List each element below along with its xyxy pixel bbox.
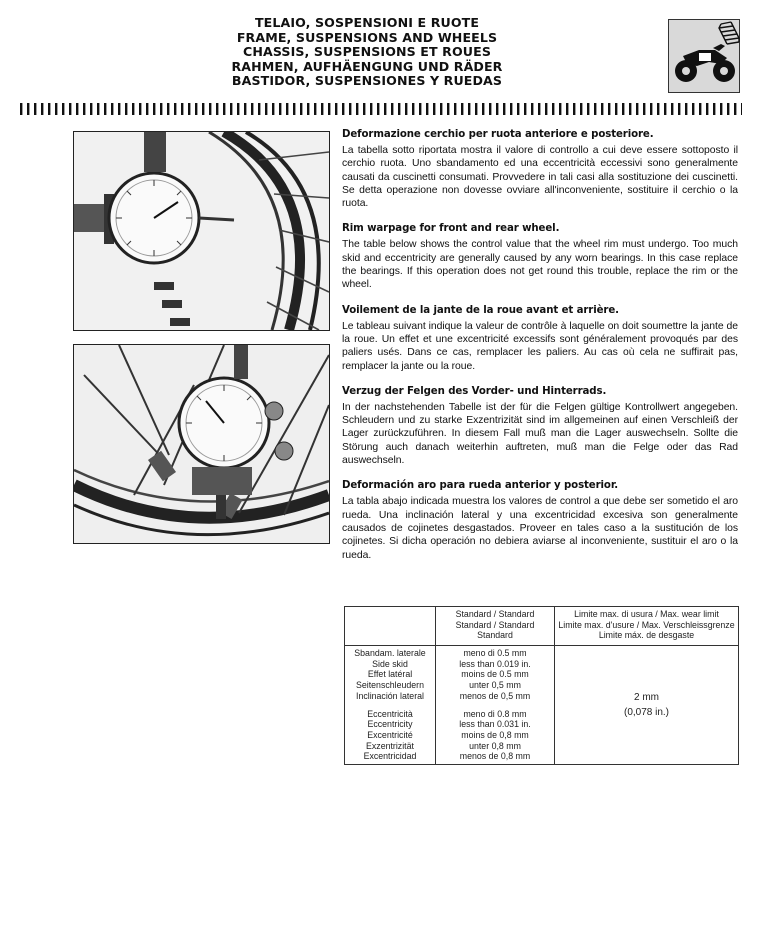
section-italian bbox=[342, 128, 738, 210]
label-line: Inclinación lateral bbox=[356, 690, 424, 701]
value-line: meno di 0.5 mm bbox=[463, 648, 527, 658]
label-line: Excentricidad bbox=[363, 751, 417, 762]
section-body: The table below shows the control value that the wheel rim must undergo. Too much skid and eccentricity are generally caused by any worn bearings. In this case replace the bearings. If this operation does not get round this trouble, replace the rim or the wheel. bbox=[342, 239, 738, 291]
section-heading: Deformazione cerchio per ruota anteriore e posteriore. bbox=[342, 129, 654, 140]
title-es: BASTIDOR, SUSPENSIONES Y RUEDAS bbox=[231, 73, 503, 89]
header-standard-line: Standard bbox=[477, 630, 513, 641]
value-line: less than 0.019 in. bbox=[459, 658, 531, 669]
section-english bbox=[342, 222, 738, 291]
label-line: Effet latéral bbox=[367, 669, 413, 680]
page-title bbox=[200, 16, 534, 89]
label-line: Exzentrizität bbox=[366, 740, 414, 751]
row-standard-values bbox=[436, 646, 555, 765]
motorcycle-spring-icon bbox=[669, 20, 741, 94]
value-line: unter 0,8 mm bbox=[469, 740, 521, 751]
label-line: Seitenschleudern bbox=[356, 680, 424, 691]
header-limit-line: Limite max. di usura / Max. wear limit bbox=[574, 609, 719, 619]
section-heading: Deformación aro para rueda anterior y posterior. bbox=[342, 480, 619, 492]
header-divider bbox=[20, 103, 742, 115]
limit-in: (0,078 in.) bbox=[623, 707, 670, 719]
value-line: unter 0,5 mm bbox=[469, 680, 521, 691]
label-line: Excentricité bbox=[367, 729, 413, 740]
value-line: less than 0.031 in. bbox=[459, 719, 531, 730]
title-fr: CHASSIS, SUSPENSIONS ET ROUES bbox=[242, 44, 491, 60]
table-row bbox=[345, 646, 739, 765]
rim-tolerance-table bbox=[344, 606, 739, 765]
text-column bbox=[342, 128, 738, 574]
photo-rim-warpage bbox=[73, 131, 330, 331]
section-body: La tabella sotto riportata mostra il valore di controllo a cui deve essere sottoposto il cerchio ruota. Uno sbandamento ed una eccentricità eccessivi sono generalmente causati da cuscinetti consumati. Provvedere in tali casi alla sostituzione dei cuscinetti. Se detta operazione non dovesse ovviare all'inconveniente, sostituire il cerchio o la ruota. bbox=[342, 145, 738, 210]
header-standard bbox=[436, 607, 555, 646]
header-limit-line: Limite max. d'usure / Max. Verschleissgrenze bbox=[558, 619, 735, 630]
table-corner-cell bbox=[345, 607, 436, 646]
value-line: menos de 0,5 mm bbox=[459, 690, 531, 701]
table-header-row bbox=[345, 607, 739, 646]
value-line: meno di 0.8 mm bbox=[463, 708, 527, 719]
value-line: moins de 0.5 mm bbox=[461, 669, 529, 680]
header-limit bbox=[555, 607, 739, 646]
section-body: La tabla abajo indicada muestra los valores de control a que debe ser sometido el aro rueda. Una inclinación lateral y una excentricidad excesiva son generalmente causados de cojinetes desgastados. Proveer en tales caso a la sustitución de los cojinetes. Si dicha operación no debiera aviarse al inconveniente, sustituir el aro o la rueda. bbox=[342, 496, 738, 561]
section-heading: Voilement de la jante de la roue avant et arrière. bbox=[342, 304, 619, 316]
label-line: Sbandam. laterale bbox=[354, 648, 426, 658]
title-de: RAHMEN, AUFHÄENGUNG UND RÄDER bbox=[231, 58, 503, 74]
photo-rim-eccentricity bbox=[73, 344, 330, 544]
section-heading: Rim warpage for front and rear wheel. bbox=[342, 223, 560, 235]
label-line: Side skid bbox=[372, 658, 408, 669]
title-it: TELAIO, SOSPENSIONI E RUOTE bbox=[254, 15, 480, 30]
label-line: Eccentricità bbox=[367, 708, 413, 719]
title-en: FRAME, SUSPENSIONS AND WHEELS bbox=[236, 29, 498, 45]
header-standard-line: Standard / Standard bbox=[455, 619, 535, 630]
value-line: moins de 0,8 mm bbox=[461, 729, 529, 740]
header-standard-line: Standard / Standard bbox=[455, 609, 535, 619]
section-spanish bbox=[342, 479, 738, 561]
section-body: In der nachstehenden Tabelle ist der für die Felgen gültige Kontrollwert angegeben. Schleudern und zu starke Exzentrizität sind im allgemeinen auf einen Verschleiß der Lager zurückzuführen. In diesem Fall muß man die Lager auswechseln. Sollte die Störung auch danach weiterhin auftreten, muß man die Felge oder das Rad auswechseln. bbox=[342, 401, 738, 467]
section-body: Le tableau suivant indique la valeur de contrôle à laquelle on doit soumettre la jante de la roue. Un effet et une excentricité excessifs sont généralement provoqués par des paliers usés. Dans ce cas, remplacer les paliers. Au cas où cela ne suffirait pas, remplacer la jante ou la roue. bbox=[342, 320, 738, 372]
value-line: menos de 0,8 mm bbox=[459, 751, 531, 762]
section-french bbox=[342, 304, 738, 373]
limit-mm: 2 mm bbox=[634, 692, 659, 704]
label-line: Eccentricity bbox=[367, 719, 413, 730]
header-limit-line: Limite máx. de desgaste bbox=[598, 630, 695, 641]
chapter-logo bbox=[668, 19, 740, 93]
row-limit-value bbox=[555, 646, 739, 765]
section-german bbox=[342, 385, 738, 467]
section-heading: Verzug der Felgen des Vorder- und Hinterrads. bbox=[342, 385, 607, 397]
row-labels bbox=[345, 646, 436, 765]
